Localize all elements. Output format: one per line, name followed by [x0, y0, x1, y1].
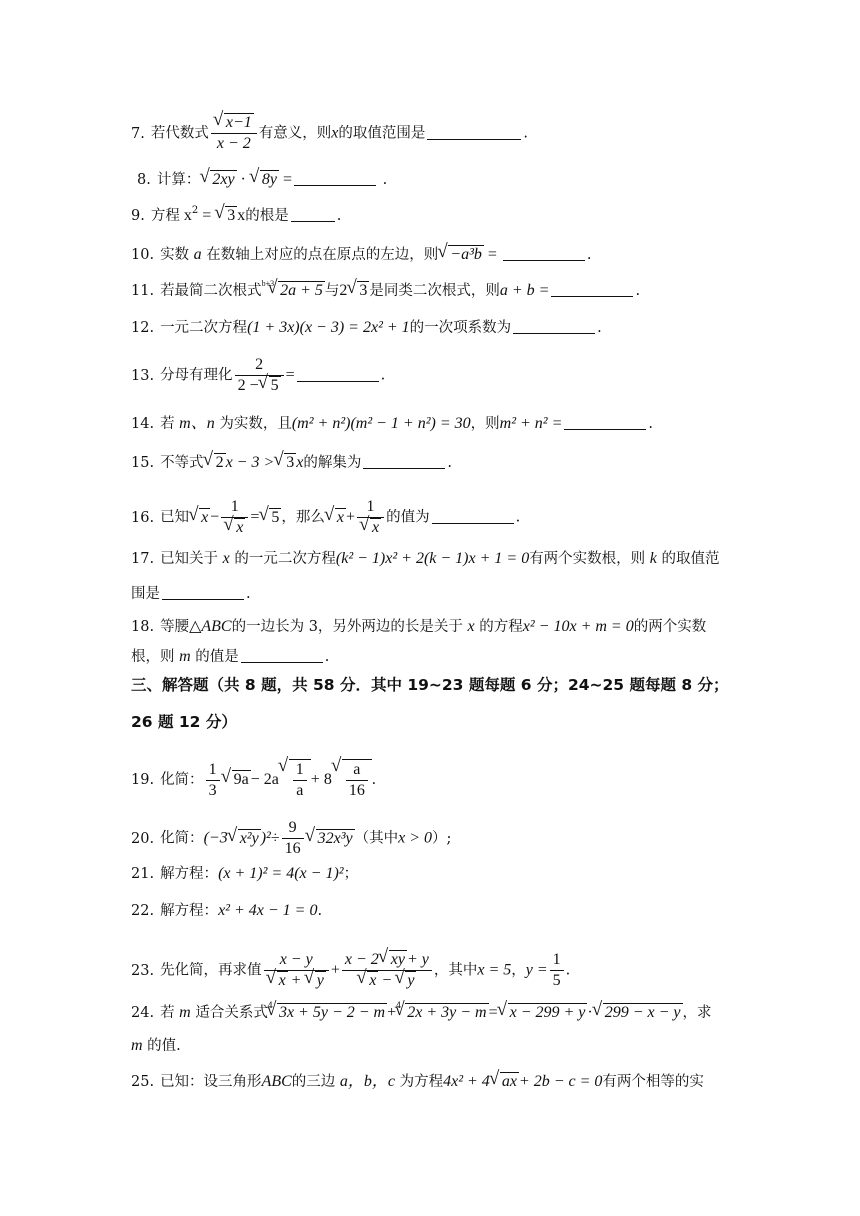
- question-24: 24. 若 m 适合关系式$^4$√ 3x + 5y − 2 − m +$^4$√ 2x + 3y − m =√ x − 299 + y ·√ 299 − x − y ，求: [131, 1003, 740, 1025]
- question-13: 13. 分母有理化 $\frac{2}{2 -√ 5}$ = .: [131, 355, 740, 396]
- fraction: √ $\frac{x-1}{x - 2}$: [211, 113, 257, 154]
- question-11: 11. 若最简二次根式$^{b+3}$√ 2a + 5 与2√ 3 是同类二次根式，则a + b = .: [131, 281, 740, 303]
- question-9: 9. 方程 $x^2$ = √ 3 x的根是 .: [131, 206, 740, 226]
- question-14: 14. 若 m、n 为实数，且(m² + n²)(m² − 1 + n²) = 30，则m² + n² = .: [131, 415, 653, 432]
- question-7: 7. 若代数式 √ $\frac{x-1}{x - 2}$ 有意义，则x的取值范围是 .: [131, 113, 740, 154]
- question-21: 21. 解方程：(x + 1)² = 4(x − 1)²；: [131, 865, 359, 882]
- question-18: 18. 等腰△ABC的一边长为 3，另外两边的长是关于 x 的方程x² − 10x + m = 0的两个实数: [131, 618, 707, 635]
- question-22: 22. 解方程：x² + 4x − 1 = 0.: [131, 902, 323, 919]
- question-8: 8. 计算：√ 2xy · √ 8y = .: [131, 170, 740, 190]
- answer-blank[interactable]: [363, 454, 445, 469]
- answer-blank[interactable]: [162, 585, 244, 600]
- question-25: 25. 已知：设三角形ABC的三边 a，b，c 为方程4x² + 4√ ax + 2b − c = 0有两个相等的实: [131, 1072, 740, 1092]
- fraction: $\frac{2}{2 -√ 5}$: [235, 355, 284, 396]
- question-15: 15. 不等式√ 2 x − 3 >√ 3 x的解集为 .: [131, 453, 740, 473]
- question-17: 17. 已知关于 x 的一元二次方程(k² − 1)x² + 2(k − 1)x + 1 = 0有两个实数根，则 k 的取值范: [131, 550, 720, 567]
- answer-blank[interactable]: [294, 171, 376, 186]
- answer-blank[interactable]: [503, 246, 585, 261]
- answer-blank[interactable]: [427, 125, 521, 140]
- answer-blank[interactable]: [513, 319, 595, 334]
- question-24-line-2: m 的值.: [131, 1037, 181, 1054]
- question-16: 16. 已知√ x − 1 √ x =√ 5 ，那么√ x + 1 √ x 的值为 .: [131, 497, 740, 538]
- answer-blank[interactable]: [564, 415, 646, 430]
- answer-blank[interactable]: [291, 207, 335, 222]
- fraction: 1 √ x: [221, 497, 248, 538]
- question-12: 12. 一元二次方程(1 + 3x)(x − 3) = 2x² + 1的一次项系数为 .: [131, 319, 602, 336]
- question-23: 23. 先化简，再求值 x − y √ x + √ y + x − 2√ xy + y √ x − √ y ，其中x = 5，y = $\frac{1}{5}$ .: [131, 950, 740, 991]
- question-20: 20. 化简：(−3√ x²y )²÷ $\frac{9}{16}$ √ 32x³y （其中x > 0）;: [131, 818, 740, 859]
- answer-blank[interactable]: [551, 282, 633, 297]
- section-heading: 三、解答题（共 8 题，共 58 分．其中 19~23 题每题 6 分；24~25 题每题 8 分； 26 题 12 分）: [131, 676, 729, 731]
- question-18-line-2: 根，则 m 的值是 .: [131, 648, 330, 665]
- question-17-line-2: 围是 .: [131, 586, 251, 602]
- question-10: 10. 实数 a 在数轴上对应的点在原点的左边，则√ −a³b = .: [131, 245, 740, 265]
- answer-blank[interactable]: [432, 509, 514, 524]
- answer-blank[interactable]: [241, 648, 323, 663]
- question-number: 7.: [131, 125, 145, 142]
- fraction: 1 √ x: [357, 497, 384, 538]
- answer-blank[interactable]: [297, 367, 379, 382]
- question-19: 19. 化简： $\frac{1}{3}$ √ 9a − 2a √ $\frac{1}{a}$ + 8 √ $\frac{a}{16}$ .: [131, 759, 740, 801]
